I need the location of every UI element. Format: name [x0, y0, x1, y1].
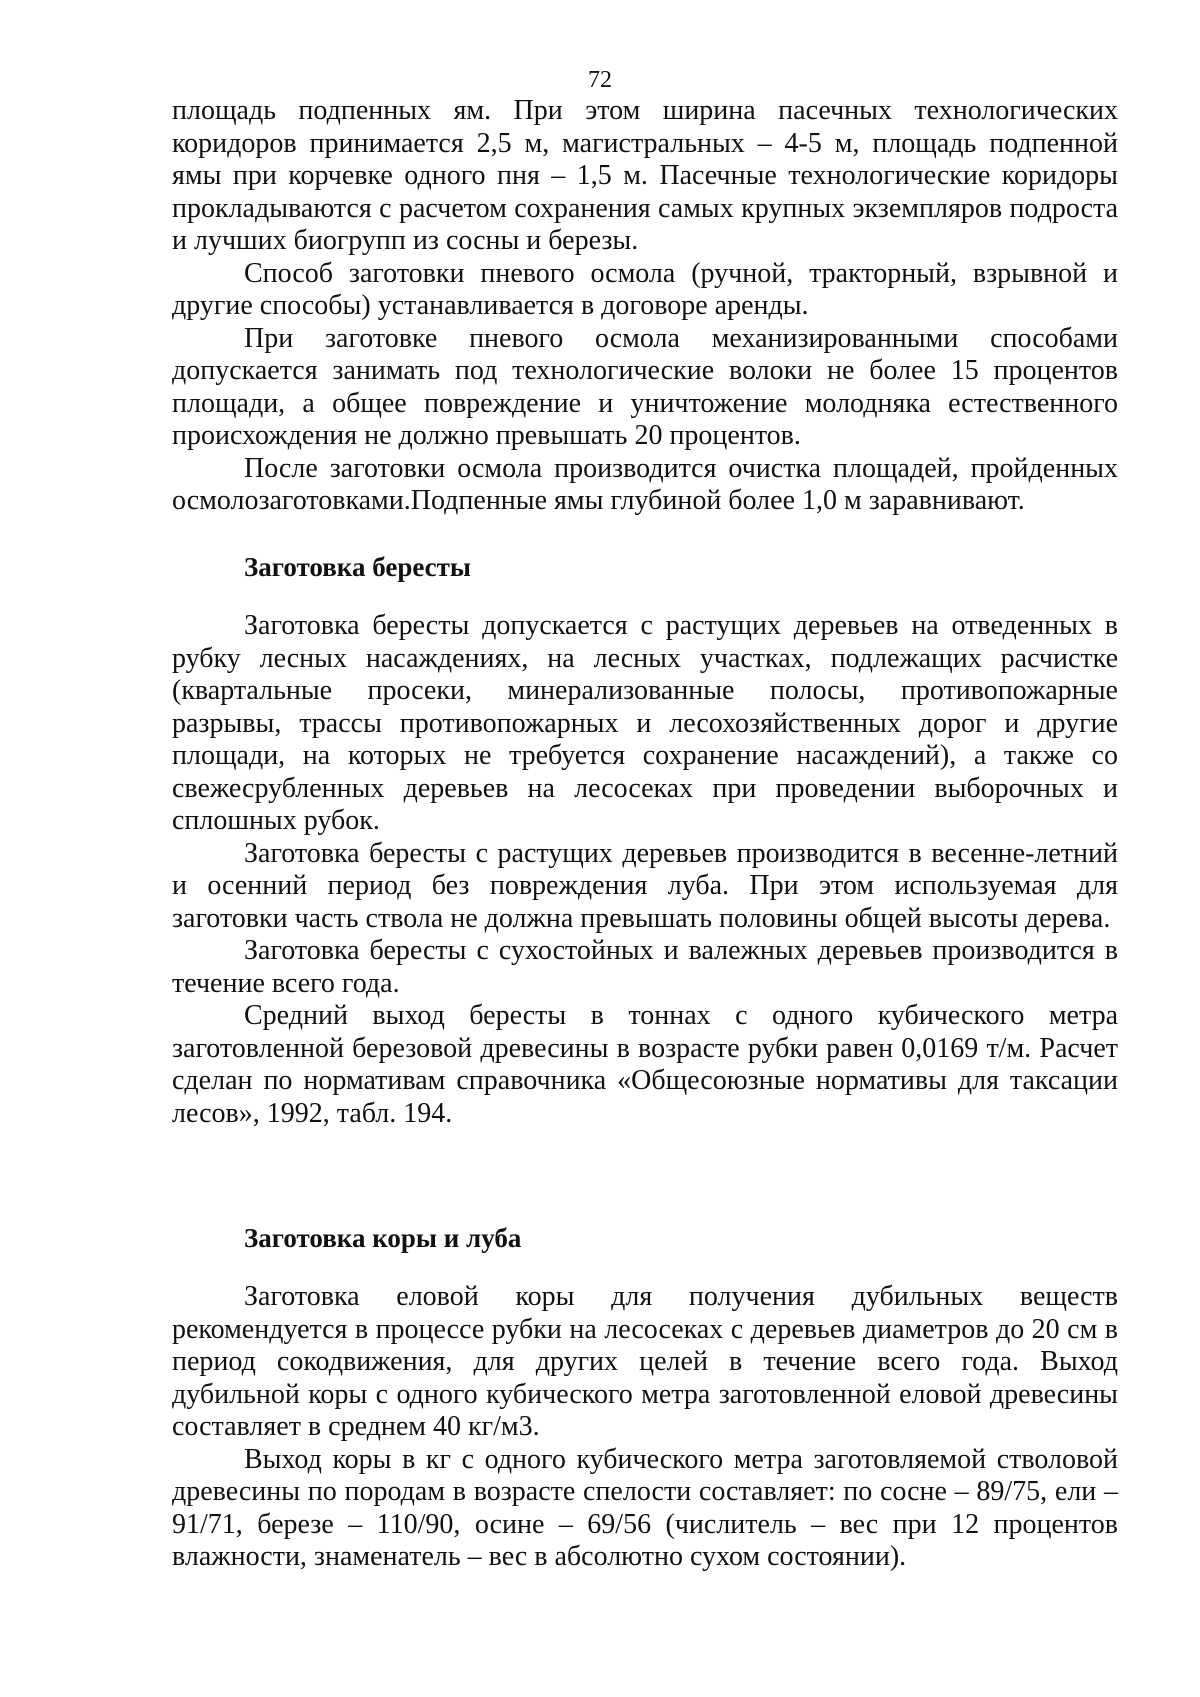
paragraph: Заготовка еловой коры для получения дубильных веществ рекомендуется в процессе рубки на лесосеках с деревьев диаметров до 20 см в период сокодвижения, для других целей в течение всего года. Выход дубильной коры с одного кубического метра заготовленной еловой древесины составляет в среднем 40 кг/м3. [172, 1281, 1118, 1442]
paragraph: Выход коры в кг с одного кубического метра заготовляемой стволовой древесины по породам в возрасте спелости составляет: по сосне – 89/75, ели – 91/71, березе – 110/90, осине – 69/56 (числитель – вес при 12 процентов влажности, знаменатель – вес в абсолютно сухом состоянии). [172, 1443, 1118, 1572]
section-birch-bark-text [172, 610, 1118, 1130]
paragraph: После заготовки осмола производится очистка площадей, пройденных осмолозаготовками.Подпенные ямы глубиной более 1,0 м заравнивают. [172, 452, 1118, 516]
page-number: 72 [588, 67, 612, 93]
paragraph: площадь подпенных ям. При этом ширина пасечных технологических коридоров принимается 2,5 м, магистральных – 4-5 м, площадь подпенной ямы при корчевке одного пня – 1,5 м. Пасечные технологические коридоры прокладываются с расчетом сохранения самых крупных экземпляров подроста и лучших биогрупп из сосны и березы. [172, 95, 1118, 256]
paragraph: Способ заготовки пневого осмола (ручной, тракторный, взрывной и другие способы) устанавливается в договоре аренды. [172, 257, 1118, 321]
section-stump-resin-text [172, 95, 1118, 518]
section-heading-bark-bast: Заготовка коры и луба [244, 1223, 522, 1253]
section-heading-birch-bark: Заготовка бересты [244, 552, 471, 582]
paragraph: При заготовке пневого осмола механизированными способами допускается занимать под технологические волоки не более 15 процентов площади, а общее повреждение и уничтожение молодняка естественного происхождения не должно превышать 20 процентов. [172, 322, 1118, 451]
paragraph: Заготовка бересты с растущих деревьев производится в весенне-летний и осенний период без повреждения луба. При этом используемая для заготовки часть ствола не должна превышать половины общей высоты дерева. [172, 837, 1118, 934]
paragraph: Средний выход бересты в тоннах с одного кубического метра заготовленной березовой древесины в возрасте рубки равен 0,0169 т/м. Расчет сделан по нормативам справочника «Общесоюзные нормативы для таксации лесов», 1992, табл. 194. [172, 1000, 1118, 1129]
paragraph: Заготовка бересты с сухостойных и валежных деревьев производится в течение всего года. [172, 935, 1118, 999]
paragraph: Заготовка бересты допускается с растущих деревьев на отведенных в рубку лесных насаждениях, на лесных участках, подлежащих расчистке (квартальные просеки, минерализованные полосы, противопожарные разрывы, трассы противопожарных и лесохозяйственных дорог и другие площади, на которых не требуется сохранение насаждений), а также со свежесрубленных деревьев на лесосеках при проведении выборочных и сплошных рубок. [172, 610, 1118, 836]
section-bark-bast-text [172, 1281, 1118, 1574]
